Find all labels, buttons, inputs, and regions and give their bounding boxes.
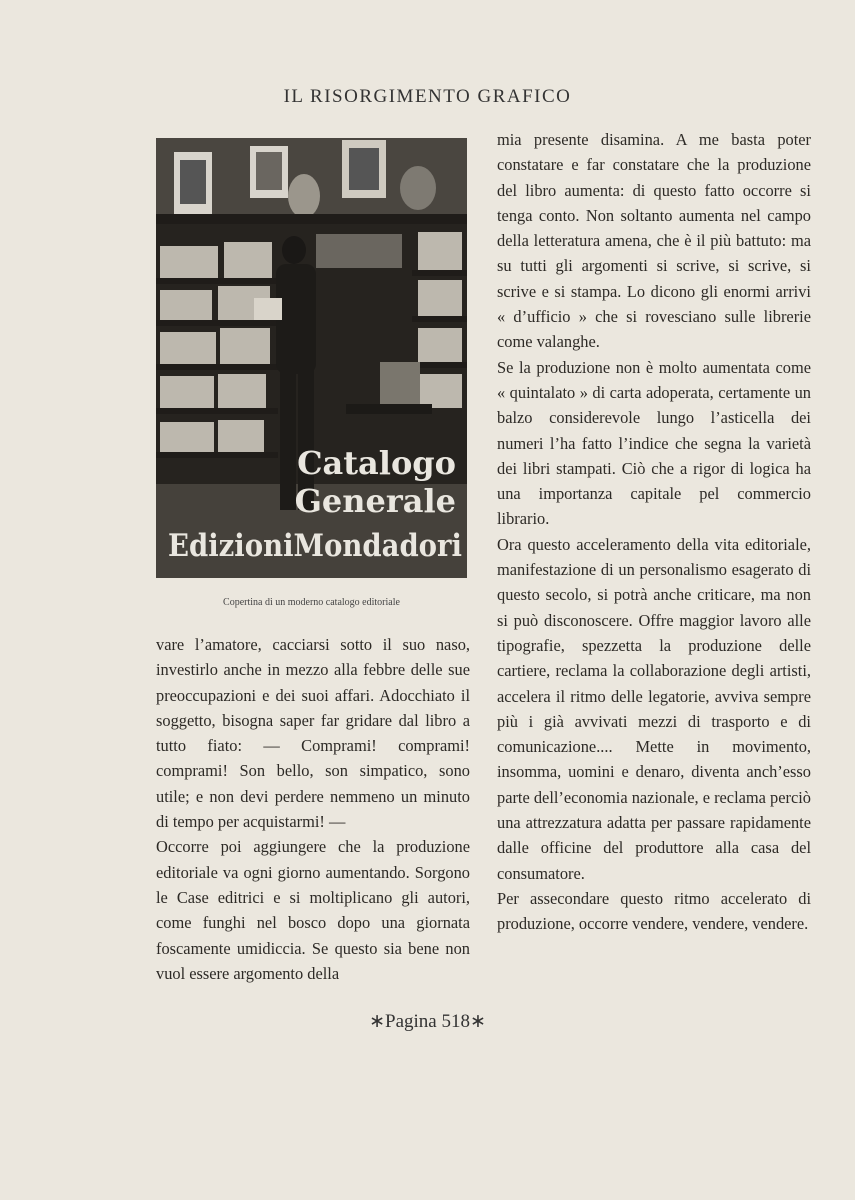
paragraph: Ora questo acceleramento della vita editoriale, manifestazione di un personalismo esagerato di questo secolo, si potrà anche criticare, ma non si può disconoscere. Offre maggior lavoro alle tipografie, spezzetta la produzione delle cartiere, reclama la collaborazione degli artisti, accelera il ritmo delle legatorie, avviva sempre più i già avvivati mezzi di trasporto e di comunicazione.... Mette in movimento, insomma, uomini e denaro, diventa anch’esso parte dell’economia nazionale, e reclama perciò una attrezzatura adatta per passare rapidamente dalle officine del produttore alla casa del consumatore. [497, 534, 811, 883]
figure-caption: Copertina di un moderno catalogo editoriale [223, 597, 400, 608]
paragraph: mia presente disamina. A me basta poter constatare e far constatare che la produzione del libro aumenta: di questo fatto occorre si tenga conto. Non soltanto aumenta nel campo della letteratura amena, che è il più battuto: ma su tutti gli argomenti si scrive, si scrive, si scrive e si stampa. Lo dicono gli enormi arrivi « d’ufficio » che si rovesciano sulle librerie come valanghe. [497, 130, 811, 352]
paragraph: Per assecondare questo ritmo accelerato di produzione, occorre vendere, vendere, vendere. [497, 888, 811, 934]
right-column-text [497, 127, 811, 937]
paragraph: Se la produzione non è molto aumentata come « quintalato » di carta adoperata, certamente un balzo considerevole lungo l’asticella dei numeri l’ha fatto l’indice che segna la varietà dei libri stampati. Ciò che a rigor di logica ha una importanza capitale pel commercio librario. [497, 357, 811, 529]
paragraph: vare l’amatore, cacciarsi sotto il suo naso, investirlo anche in mezzo alla febbre delle sue preoccupazioni e dei suoi affari. Adocchiato il soggetto, bisogna saper far gridare dal libro a tutto fiato: — Comprami! comprami! comprami! Son bello, son simpatico, sono utile; e non devi perdere nemmeno un minuto di tempo per acquistarmi! — [156, 635, 470, 832]
cover-illustration [156, 138, 467, 578]
cover-title-line-1: Catalogo [297, 444, 456, 482]
cover-title-line-2: Generale [294, 482, 456, 520]
paragraph: Occorre poi aggiungere che la produzione editoriale va ogni giorno aumentando. Sorgono le Case editrici e si moltiplicano gli autori, come funghi nel bosco dopo una giornata foscamente umidiccia. Se questo sia bene non vuol essere argomento della [156, 837, 470, 983]
cover-title-line-3: EdizioniMondadori [168, 528, 462, 564]
catalog-cover-image [156, 138, 467, 578]
left-column-text [156, 632, 470, 986]
running-header: IL RISORGIMENTO GRAFICO [283, 86, 572, 107]
page-number: ∗Pagina 518∗ [369, 1011, 486, 1032]
